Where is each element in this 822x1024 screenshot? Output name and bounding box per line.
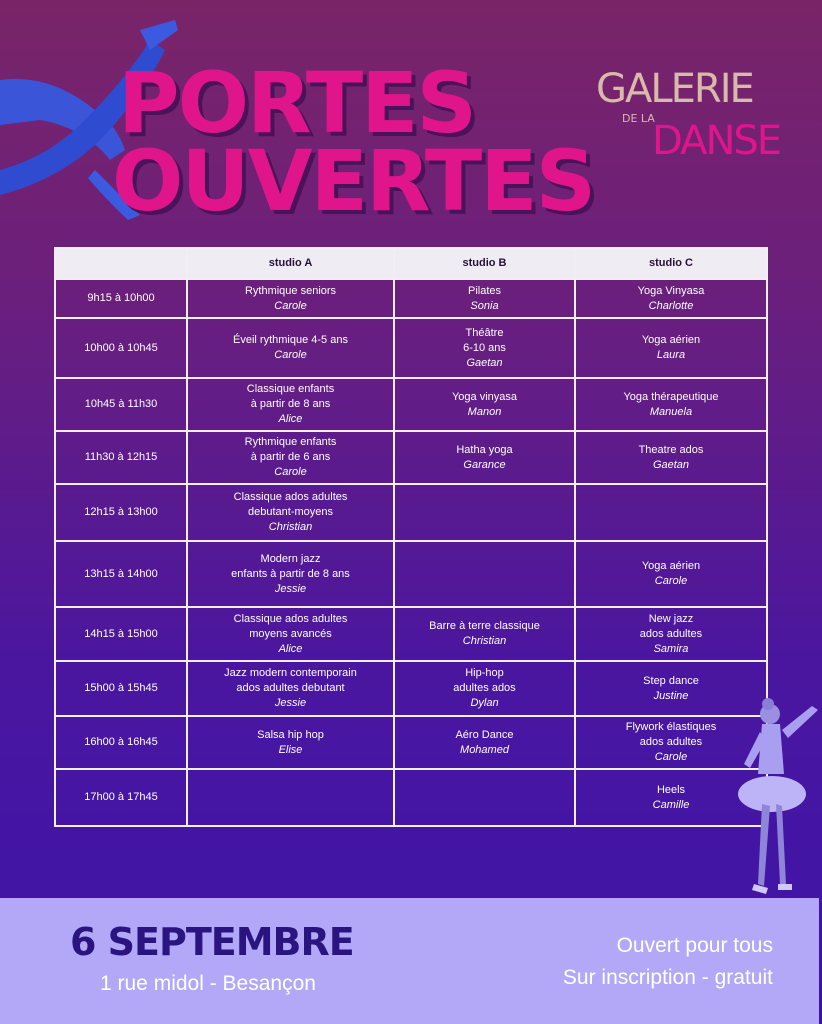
studio-c-cell — [575, 318, 767, 378]
class-name: enfants à partir de 8 ans — [231, 567, 350, 580]
title-line-2: OUVERTES — [112, 132, 595, 230]
class-name: Classique ados adultes — [233, 612, 348, 625]
studio-b-cell — [394, 484, 575, 541]
header-studio-c: studio C — [575, 248, 767, 279]
schedule-row — [55, 769, 767, 826]
class-name: ados adultes debutant — [236, 682, 345, 694]
event-date: 6 SEPTEMBRE — [70, 920, 354, 964]
event-address: 1 rue midol - Besançon — [100, 972, 316, 995]
studio-a-cell — [187, 716, 394, 769]
class-name: Pilates — [467, 284, 502, 297]
svg-text:GALERIE: GALERIE — [596, 66, 753, 112]
schedule-row — [55, 541, 767, 607]
schedule-row — [55, 484, 767, 541]
studio-a-cell — [187, 661, 394, 716]
studio-c-cell — [575, 378, 767, 431]
teacher-name: Laura — [656, 349, 686, 361]
class-name: Jazz modern contemporain — [224, 667, 357, 679]
teacher-name: Alice — [278, 413, 303, 425]
class-name: Yoga vinyasa — [451, 390, 518, 403]
class-name: Rythmique enfants — [244, 436, 337, 448]
studio-a-cell — [187, 541, 394, 607]
class-name: Classique ados adultes — [233, 491, 348, 503]
svg-text:DANSE: DANSE — [652, 118, 781, 164]
teacher-name: Jessie — [274, 697, 307, 709]
studio-c-cell — [575, 541, 767, 607]
schedule-row — [55, 318, 767, 378]
studio-b-cell — [394, 607, 575, 661]
class-name: à partir de 8 ans — [250, 398, 331, 410]
class-name: 6-10 ans — [463, 341, 506, 354]
teacher-name: Camille — [652, 798, 690, 811]
studio-b-cell — [394, 378, 575, 431]
class-name: Theatre ados — [638, 443, 704, 456]
studio-a-cell — [187, 378, 394, 431]
class-name: Classique enfants — [246, 383, 335, 395]
studio-b-cell — [394, 541, 575, 607]
studio-a-cell — [187, 607, 394, 661]
teacher-name: Gaetan — [466, 356, 503, 369]
teacher-name: Charlotte — [648, 299, 694, 312]
studio-b-cell — [394, 279, 575, 318]
time-slot: 15h00 à 15h45 — [55, 661, 187, 716]
studio-c-cell — [575, 607, 767, 661]
hero — [0, 0, 819, 230]
studio-b-cell — [394, 431, 575, 484]
class-name: Heels — [656, 783, 686, 796]
studio-a-cell — [187, 318, 394, 378]
class-name: Barre à terre classique — [429, 620, 540, 632]
studio-b-cell — [394, 716, 575, 769]
schedule-row — [55, 378, 767, 431]
class-name: ados adultes — [639, 736, 703, 748]
ballerina-illustration — [732, 694, 822, 914]
galerie-de-la-danse-logo — [594, 64, 781, 164]
teacher-name: Christian — [268, 521, 313, 533]
time-slot: 12h15 à 13h00 — [55, 484, 187, 541]
teacher-name: Carole — [274, 299, 307, 312]
class-name: à partir de 6 ans — [250, 451, 331, 463]
teacher-name: Alice — [278, 642, 303, 655]
schedule-row — [55, 279, 767, 318]
class-name: debutant-moyens — [248, 506, 333, 518]
studio-a-cell — [187, 484, 394, 541]
time-slot: 16h00 à 16h45 — [55, 716, 187, 769]
schedule-row — [55, 716, 767, 769]
registration-text: Sur inscription - gratuit — [562, 966, 773, 989]
class-name: moyens avancés — [249, 627, 332, 640]
schedule-header-row — [55, 248, 767, 279]
studio-c-cell — [575, 279, 767, 318]
class-name: Yoga aérien — [641, 334, 701, 346]
teacher-name: Elise — [278, 743, 303, 756]
class-name: Hatha yoga — [456, 443, 513, 456]
teacher-name: Christian — [462, 635, 507, 647]
studio-a-cell — [187, 431, 394, 484]
header-corner — [55, 248, 187, 279]
time-slot: 11h30 à 12h15 — [55, 431, 187, 484]
teacher-name: Carole — [274, 349, 307, 361]
teacher-name: Justine — [653, 689, 689, 702]
teacher-name: Gaetan — [652, 458, 690, 471]
time-slot: 14h15 à 15h00 — [55, 607, 187, 661]
class-name: Yoga Vinyasa — [637, 284, 705, 297]
studio-c-cell — [575, 484, 767, 541]
teacher-name: Samira — [653, 642, 689, 655]
class-name: Flywork élastiques — [625, 721, 717, 733]
class-name: Yoga aérien — [641, 560, 701, 572]
class-name: Step dance — [643, 674, 699, 687]
time-slot: 10h45 à 11h30 — [55, 378, 187, 431]
teacher-name: Sonia — [470, 299, 499, 312]
open-to-all-text: Ouvert pour tous — [616, 934, 773, 957]
studio-a-cell — [187, 279, 394, 318]
schedule-row — [55, 661, 767, 716]
time-slot: 17h00 à 17h45 — [55, 769, 187, 826]
studio-b-cell — [394, 769, 575, 826]
class-name: New jazz — [648, 612, 694, 625]
schedule-table — [54, 247, 768, 827]
studio-c-cell — [575, 431, 767, 484]
teacher-name: Carole — [274, 466, 307, 478]
class-name: ados adultes — [639, 627, 703, 640]
studio-b-cell — [394, 661, 575, 716]
teacher-name: Dylan — [470, 697, 499, 709]
title-line-1: PORTES — [118, 54, 476, 152]
teacher-name: Carole — [654, 575, 688, 587]
teacher-name: Manon — [467, 405, 502, 418]
teacher-name: Mohamed — [460, 743, 509, 756]
class-name: Éveil rythmique 4-5 ans — [233, 334, 348, 346]
class-name: Hip-hop — [465, 667, 504, 679]
class-name: Rythmique seniors — [244, 284, 337, 297]
schedule-row — [55, 431, 767, 484]
schedule-row — [55, 607, 767, 661]
time-slot: 13h15 à 14h00 — [55, 541, 187, 607]
class-name: Salsa hip hop — [257, 728, 324, 741]
teacher-name: Manuela — [649, 405, 693, 418]
studio-b-cell — [394, 318, 575, 378]
class-name: adultes ados — [453, 682, 516, 694]
header-studio-b: studio B — [394, 248, 575, 279]
class-name: Aéro Dance — [455, 728, 514, 741]
studio-a-cell — [187, 769, 394, 826]
teacher-name: Garance — [463, 458, 506, 471]
header-studio-a: studio A — [187, 248, 394, 279]
time-slot: 9h15 à 10h00 — [55, 279, 187, 318]
time-slot: 10h00 à 10h45 — [55, 318, 187, 378]
teacher-name: Carole — [654, 751, 688, 763]
class-name: Yoga thérapeutique — [623, 390, 719, 403]
teacher-name: Jessie — [274, 582, 307, 595]
class-name: Théâtre — [465, 326, 504, 339]
svg-text:DE LA: DE LA — [622, 112, 655, 125]
class-name: Modern jazz — [260, 552, 321, 565]
